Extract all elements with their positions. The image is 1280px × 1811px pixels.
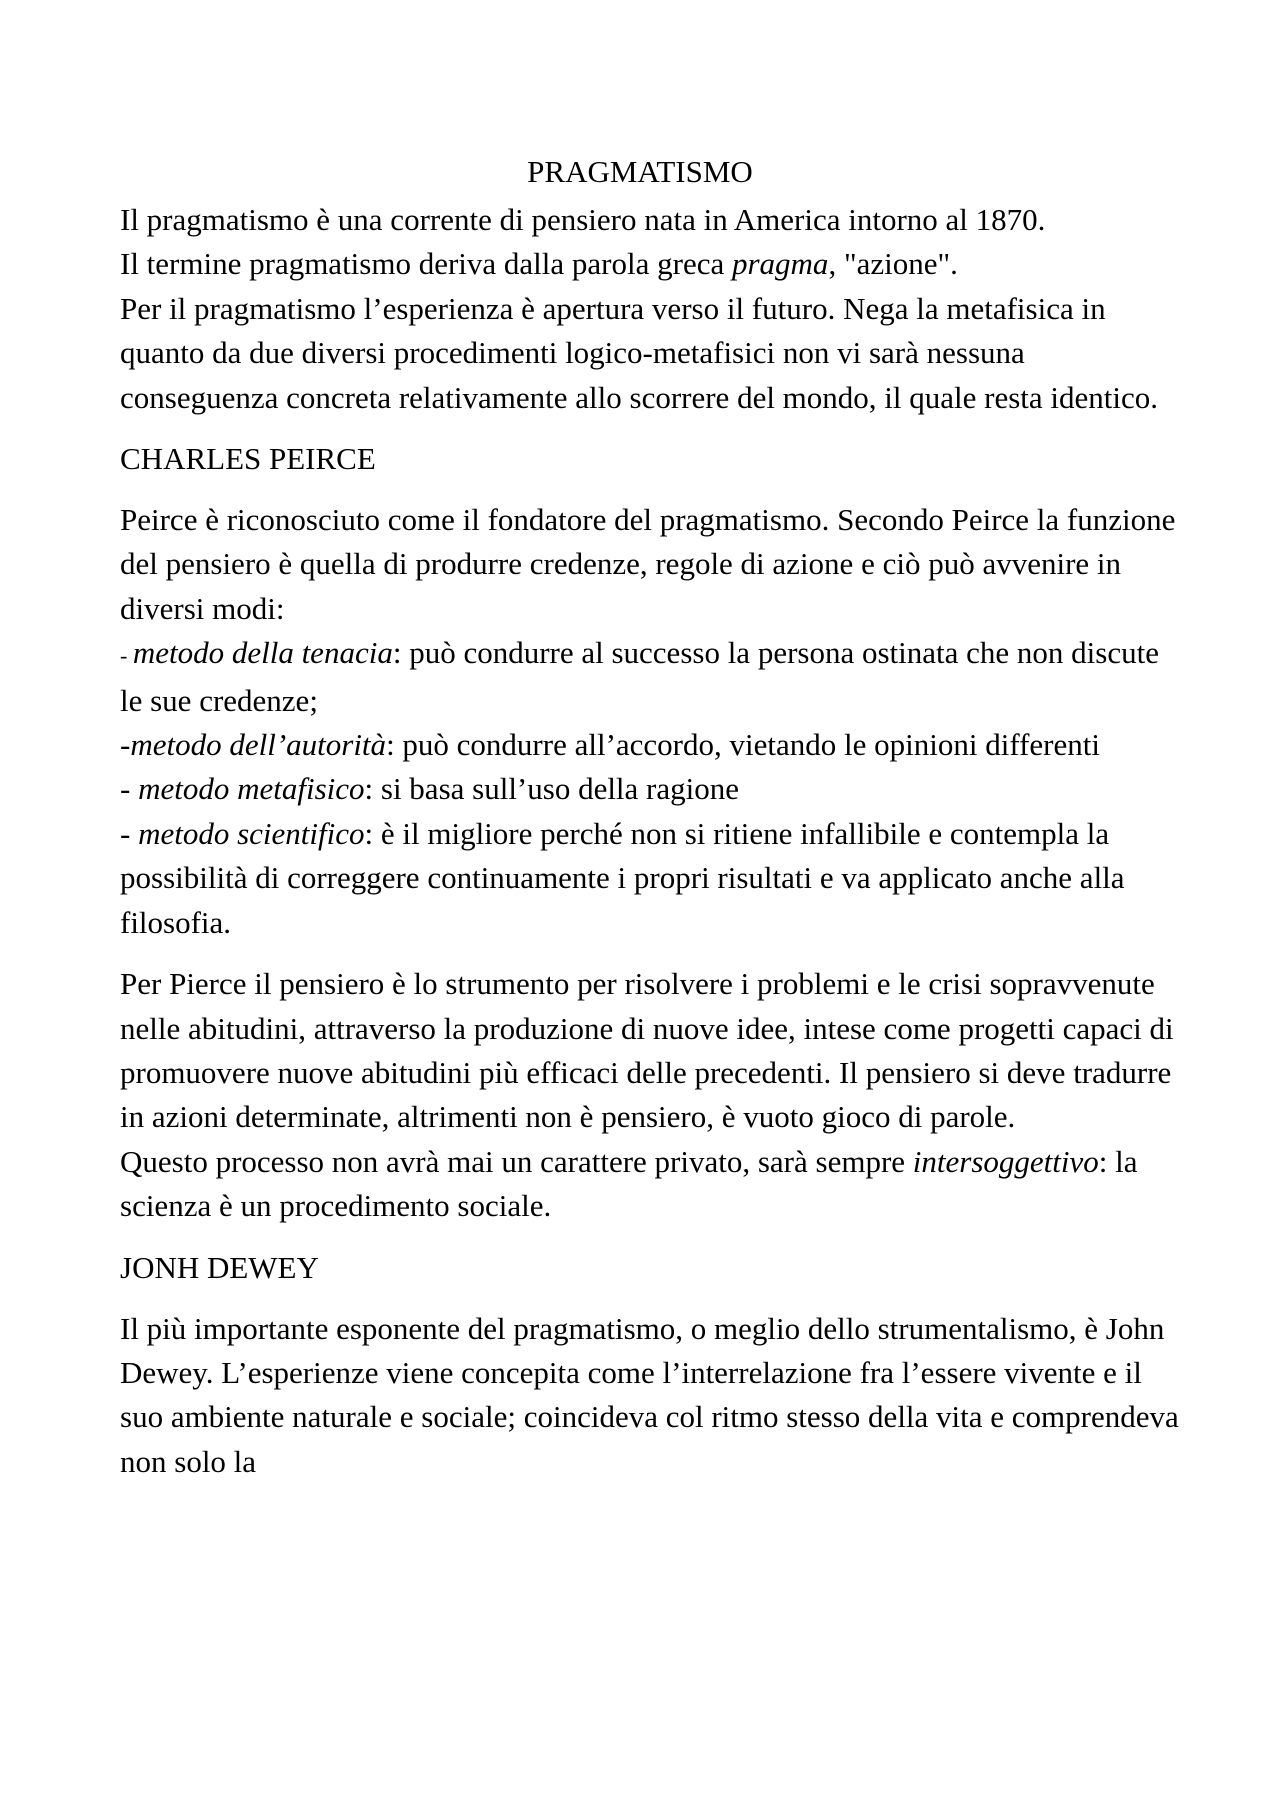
heading-charles-peirce: CHARLES PEIRCE: [120, 441, 376, 477]
intro-line-2: [120, 242, 1180, 286]
method-name: metodo metafisico: [138, 771, 365, 807]
intro-line-2-end: , "azione".: [828, 246, 958, 282]
method-text: : può condurre all’accordo, vietando le opinioni differenti: [386, 727, 1100, 763]
method-prefix: -: [120, 727, 131, 763]
peirce-paragraph-3: [120, 1140, 1180, 1229]
peirce-section: [120, 498, 1180, 1229]
method-prefix: -: [120, 771, 139, 807]
method-prefix: -: [120, 643, 133, 669]
method-item: [120, 723, 1180, 767]
dewey-section: [120, 1307, 1180, 1485]
document-page: [120, 150, 1180, 1484]
term-pragma: pragma: [731, 246, 829, 282]
method-prefix: -: [120, 815, 139, 851]
method-text: : può condurre al successo la persona ostinata che non discute le sue credenze;: [120, 635, 1159, 718]
intro-line-2-start: Il termine pragmatismo deriva dalla parola greca: [120, 246, 732, 282]
method-text: : si basa sull’uso della ragione: [364, 771, 740, 807]
document-title: PRAGMATISMO: [527, 154, 753, 189]
method-item: [120, 812, 1180, 945]
peirce-paragraph-3-start: Questo processo non avrà mai un carattere privato, sarà sempre: [120, 1143, 913, 1179]
peirce-paragraph-1: Peirce è riconosciuto come il fondatore del pragmatismo. Secondo Peirce la funzione del pensiero è quella di produrre credenze, regole di azione e ciò può avvenire in diversi modi:: [120, 502, 1176, 626]
intro-line-3: Per il pragmatismo l’esperienza è apertura verso il futuro. Nega la metafisica in quanto da due diversi procedimenti logico-metafisici non vi sarà nessuna conseguenza concreta relativamente allo scorrere del mondo, il quale resta identico.: [120, 290, 1159, 415]
peirce-paragraph-3-end: : la scienza è un procedimento sociale.: [120, 1143, 1138, 1224]
intro-line-1: Il pragmatismo è una corrente di pensiero nata in America intorno al 1870.: [120, 202, 1046, 237]
intro-section: [120, 198, 1180, 420]
peirce-paragraph-2: Per Pierce il pensiero è lo strumento per risolvere i problemi e le crisi sopravvenute nelle abitudini, attraverso la produzione di nuove idee, intese come progetti capaci di promuovere nuove abitudini più efficaci delle precedenti. Il pensiero si deve tradurre in azioni determinate, altrimenti non è pensiero, è vuoto gioco di parole.: [120, 966, 1174, 1135]
term-intersoggettivo: intersoggettivo: [912, 1143, 1099, 1179]
method-text: : è il migliore perché non si ritiene infallibile e contempla la possibilità di correggere continuamente i propri risultati e va applicato anche alla filosofia.: [120, 815, 1125, 940]
heading-john-dewey: JONH DEWEY: [120, 1249, 319, 1285]
dewey-paragraph-1: Il più importante esponente del pragmatismo, o meglio dello strumentalismo, è John Dewey. L’esperienze viene concepita come l’interrelazione fra l’essere vivente e il suo ambiente naturale e sociale; coincideva col ritmo stesso della vita e comprendeva non solo la: [120, 1310, 1179, 1479]
method-name: metodo dell’autorità: [130, 727, 387, 763]
method-name: metodo scientifico: [138, 815, 365, 851]
method-item: [120, 767, 1180, 811]
method-name: metodo della tenacia: [132, 635, 393, 671]
method-item: [120, 631, 1180, 723]
